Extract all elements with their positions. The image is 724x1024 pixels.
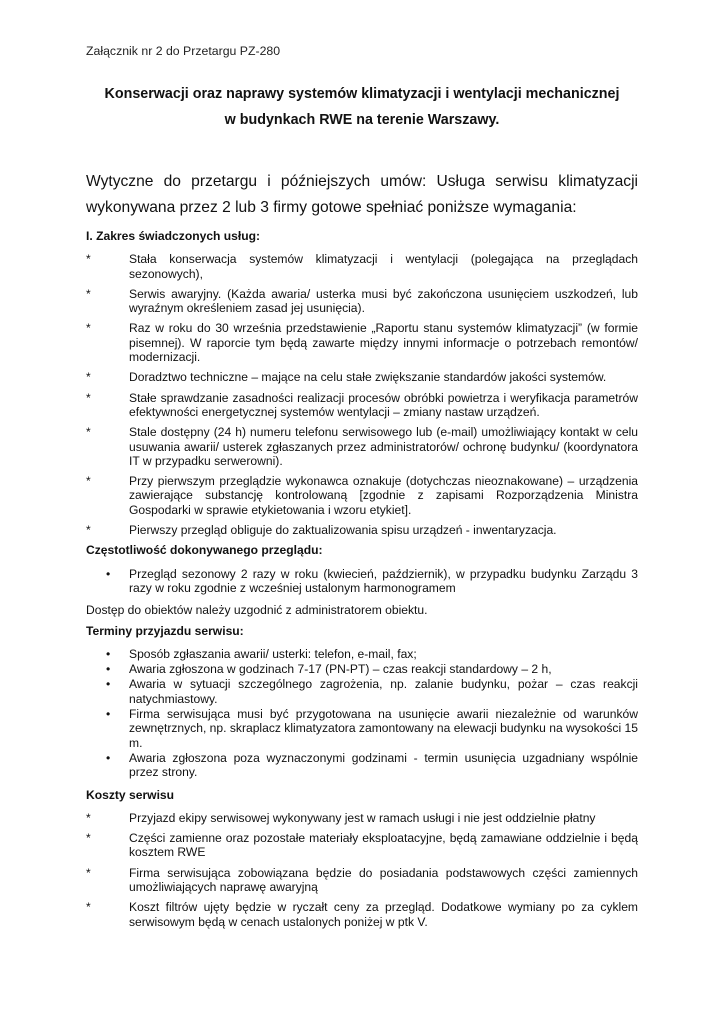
cost-item (86, 900, 638, 929)
cost-item (86, 811, 638, 825)
bullet-star: * (86, 390, 91, 405)
document-body (86, 229, 638, 935)
section-heading-scope: I. Zakres świadczonych usług: (86, 229, 261, 243)
service-time-item (86, 751, 638, 780)
bullet-star: * (86, 865, 91, 880)
bullet-star: * (86, 370, 91, 385)
scope-item (86, 474, 638, 517)
scope-item (86, 287, 638, 316)
bullet-star: * (86, 810, 91, 825)
bullet-star: * (86, 321, 91, 336)
service-time-item (86, 707, 638, 750)
frequency-item-text: Przegląd sezonowy 2 razy w roku (kwiecień, październik), w przypadku budynku Zarządu 3 razy w roku zgodnie z wcześniej ustalonym harmonogramem (129, 566, 638, 595)
service-time-item (86, 677, 638, 706)
bullet-star: * (86, 523, 91, 538)
scope-item (86, 370, 638, 384)
bullet-star: * (86, 252, 91, 267)
scope-item (86, 321, 638, 364)
service-time-item (86, 662, 638, 676)
scope-item-text: Stałe sprawdzanie zasadności realizacji procesów obróbki powietrza i weryfikacja parametrów efektywności energetycznej systemów wentylacji – zmiany nastaw urządzeń. (129, 390, 638, 419)
bullet-star: * (86, 900, 91, 915)
service-time-item (86, 647, 638, 661)
service-time-item-text: Sposób zgłaszania awarii/ usterki: telefon, e-mail, fax; (129, 646, 417, 661)
bullet-dot: • (106, 566, 111, 581)
access-note: Dostęp do obiektów należy uzgodnić z administratorem obiektu. (86, 603, 428, 618)
bullet-star: * (86, 286, 91, 301)
scope-item (86, 391, 638, 420)
section-heading-service-times: Terminy przyjazdu serwisu: (86, 623, 244, 638)
bullet-star: * (86, 474, 91, 489)
bullet-star: * (86, 425, 91, 440)
scope-item-text: Pierwszy przegląd obliguje do zaktualizowania spisu urządzeń - inwentaryzacja. (129, 523, 557, 538)
scope-item (86, 252, 638, 281)
scope-item-text: Raz w roku do 30 września przedstawienie „Raportu stanu systemów klimatyzacji” (w formie pisemnej). W raporcie tym będą zawarte między innymi informacje o potrzebach remontów/ modernizacji. (129, 321, 638, 365)
scope-item-text: Stała konserwacja systemów klimatyzacji i wentylacji (polegająca na przeglądach sezonowych), (129, 252, 638, 281)
scope-item-text: Stale dostępny (24 h) numeru telefonu serwisowego lub (e-mail) umożliwiający kontakt w celu usuwania awarii/ usterek zgłaszanych przez administratorów/ ochronę budynku/ (koordynatora IT w przypadku serwerowni). (129, 425, 638, 468)
service-times-list (86, 647, 638, 780)
bullet-dot: • (106, 750, 111, 765)
cost-item (86, 866, 638, 895)
section-heading-frequency: Częstotliwość dokonywanego przeglądu: (86, 543, 323, 558)
cost-item-text: Przyjazd ekipy serwisowej wykonywany jest w ramach usługi i nie jest oddzielnie płatny (129, 810, 596, 825)
service-time-item-text: Firma serwisująca musi być przygotowana na usunięcie awarii niezależnie od warunków zewnętrznych, np. skraplacz klimatyzatora zamontowany na elewacji budynku na wysokości 15 m. (129, 707, 638, 750)
scope-item-text: Doradztwo techniczne – mające na celu stałe zwiększanie standardów jakości systemów. (129, 370, 607, 385)
cost-item-text: Firma serwisująca zobowiązana będzie do posiadania podstawowych części zamiennych umożliwiających naprawę awaryjną (129, 865, 638, 894)
bullet-dot: • (106, 646, 111, 661)
scope-item (86, 523, 638, 537)
frequency-list (86, 567, 638, 596)
cost-item-text: Części zamienne oraz pozostałe materiały eksploatacyjne, będą zamawiane oddzielnie i będą kosztem RWE (129, 831, 638, 860)
bullet-star: * (86, 831, 91, 846)
service-time-item-text: Awaria w sytuacji szczególnego zagrożenia, np. zalanie budynku, pożar – czas reakcji natychmiastowy. (129, 677, 638, 706)
bullet-dot: • (106, 677, 111, 692)
cost-item-text: Koszt filtrów ujęty będzie w ryczałt ceny za przegląd. Dodatkowe wymiany po za cyklem serwisowym będą w cenach ustalonych poniżej w ptk V. (129, 900, 638, 929)
scope-item-text: Przy pierwszym przeglądzie wykonawca oznakuje (dotychczas nieoznakowane) – urządzenia zawierające substancję kontrolowaną [zgodnie z zapisami Rozporządzenia Ministra Gospodarki w sprawie etykietowania i wzoru etykiet]. (129, 474, 638, 517)
service-time-item-text: Awaria zgłoszona w godzinach 7-17 (PN-PT) – czas reakcji standardowy – 2 h, (129, 662, 552, 677)
intro-paragraph: Wytyczne do przetargu i późniejszych umów: Usługa serwisu klimatyzacji wykonywana przez 2 lub 3 firmy gotowe spełniać poniższe wymagania: (86, 173, 638, 216)
document-title-line-1: Konserwacji oraz naprawy systemów klimatyzacji i wentylacji mechanicznej (104, 86, 620, 102)
scope-item-text: Serwis awaryjny. (Każda awaria/ usterka musi być zakończona usunięciem uszkodzeń, lub wyraźnym określeniem zasad jej usunięcia). (129, 286, 638, 316)
bullet-dot: • (106, 662, 111, 677)
document-title-line-2: w budynkach RWE na terenie Warszawy. (224, 112, 500, 128)
cost-item (86, 831, 638, 860)
document-header: Załącznik nr 2 do Przetargu PZ-280 (86, 44, 281, 58)
service-time-item-text: Awaria zgłoszona poza wyznaczonymi godzinami - termin usunięcia uzgadniany wspólnie przez strony. (129, 750, 638, 780)
frequency-item (86, 567, 638, 596)
section-heading-costs: Koszty serwisu (86, 787, 175, 802)
scope-item (86, 425, 638, 468)
bullet-dot: • (106, 707, 111, 722)
